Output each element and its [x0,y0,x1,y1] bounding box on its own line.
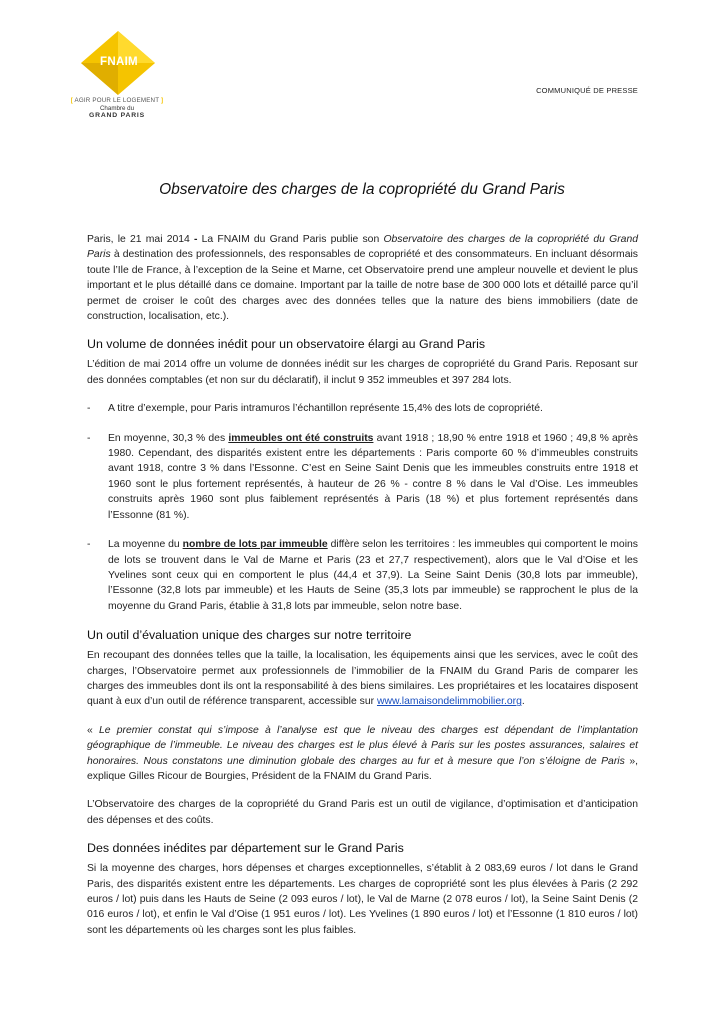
quote-close: », explique Gilles Ricour de Bourgies, Président de la FNAIM du Grand Paris. [87,755,638,782]
section2-heading: Un outil d’évaluation unique des charges sur notre territoire [87,628,412,643]
bullet2-pre: En moyenne, 30,3 % des [108,432,229,444]
intro-paragraph [87,232,638,324]
document-title: Observatoire des charges de la copropriété du Grand Paris [159,181,565,198]
logo-tagline [62,97,172,120]
intro-text2: à destination des professionnels, des responsables de copropriété et des consommateurs. En incluant désormais toute l’Ile de France, à l’exception de la Seine et Marne, cet Observatoire prend une ampleur nouvelle et devient le plus important et le plus détaillé dans ce domaine. Important par la taille de notre base de 300 000 lots et détaillé parce qu’il permet de croiser le coût des charges avec des données telles que la nature des biens immobiliers (date de construction, localisation, etc.). [87,249,638,323]
section2-para1-post: . [521,696,525,708]
tagline-bracket-close: ] [161,97,164,104]
list-item [87,537,638,614]
quote-text: Le premier constat qui s’impose à l’analyse est que le niveau des charges est dépendant de l’implantation géographique de l’immeuble. Le niveau des charges est le plus élevé à Paris sur les postes assurances, salaires et honoraires. Nous constatons une diminution globale des charges au fur et à mesure que l’on s’éloigne de Paris [87,724,638,767]
logo-brand: FNAIM [100,56,138,68]
list-item [87,431,638,523]
intro-italic: Observatoire des charges de la copropriété du Grand Paris [87,234,639,261]
bullet3-pre: La moyenne du [108,539,183,551]
intro-text1: La FNAIM du Grand Paris publie son [201,234,384,245]
tagline-bracket-open: [ [70,97,73,104]
section2-paragraph [87,648,638,710]
intro-lead: Paris, le 21 mai 2014 [87,234,190,245]
bullet1-text: A titre d’exemple, pour Paris intramuros l’échantillon représente 15,4% des lots de copropriété. [108,403,543,415]
bullet2-emphasis: immeubles ont été construits [228,432,374,444]
section1-bullet-list [87,401,638,614]
logo-line3: GRAND PARIS [89,112,145,119]
logo-line2: Chambre du [99,104,135,112]
tagline-text: AGIR POUR LE LOGEMENT [74,97,160,104]
section3-paragraph: Si la moyenne des charges, hors dépenses et charges exceptionnelles, s’établit à 2 083,69 euros / lot dans le Grand Paris, des disparités existent entre les départements. Les charges de copropriété sont les plus élevées à Paris (2 292 euros / lot) puis dans les Hauts de Seine (2 093 euros / lot), le Val de Marne (2 078 euros / lot), la Seine Saint Denis (2 016 euros / lot), et enfin le Val d’Oise (1 951 euros / lot). Les Yvelines (1 890 euros / lot) et l’Essonne (1 810 euros / lot) sont les départements où les charges sont les plus faibles. [87,863,638,936]
section1-paragraph: L’édition de mai 2014 offre un volume de données inédit sur les charges de copropriété du Grand Paris. Reposant sur des données comptables (et non sur du déclaratif), il inclut 9 352 immeubles et 397 284 lots. [87,359,638,386]
quote-open: « [87,724,99,736]
bullet-dash: - [87,432,91,444]
section2-para1-pre: En recoupant des données telles que la taille, la localisation, les équipements ainsi que les services, avec le coût des charges, l’Observatoire permet aux professionnels de l’immobilier de la FNAIM du Grand Paris de comparer les charges des immeubles dont ils ont la responsabilité à des biens similaires. Les propriétaires et les locataires disposent quant à eux d’un outil de référence transparent, accessible sur [87,650,638,708]
fnaim-logo [62,30,172,125]
bullet2-post: avant 1918 ; 18,90 % entre 1918 et 1960 ; 49,8 % après 1980. Cependant, des disparités existent entre les départements : Paris comporte 60 % d’immeubles construits avant 1918, contre 3 % dans l’Essonne. C’est en Seine Saint Denis que les immeubles construits entre 1918 et 1960 sont le plus fortement représentés, à hauteur de 26 % - contre 8 % dans le Val d’Oise. Les immeubles construits après 1960 sont plus faiblement représentés à Paris (18 %) et plus fortement représentés dans l’Essonne (81 %). [108,432,638,521]
bullet3-emphasis: nombre de lots par immeuble [182,539,328,551]
bullet3-post: diffère selon les territoires : les immeubles qui comportent le moins de lots se trouvent dans le Val de Marne et Paris (23 et 27,7 respectivement), alors que le Val d’Oise et les Yvelines sont ceux qui en comportent le plus (44,4 et 37,9). La Seine Saint Denis (30,8 lots par immeuble), l’Essonne (32,8 lots par immeuble) et les Hauts de Seine (35,3 lots par immeuble) se rapprochent le plus de la moyenne du Grand Paris, établie à 31,8 lots par immeuble, selon notre base. [108,539,638,612]
bullet-dash: - [87,403,91,415]
section3-heading: Des données inédites par département sur le Grand Paris [87,841,404,856]
document-body [87,232,638,951]
press-release-label: COMMUNIQUÉ DE PRESSE [536,86,638,95]
intro-dash: - [189,234,202,245]
list-item [87,401,638,416]
bullet-dash: - [87,539,91,551]
section1-heading: Un volume de données inédit pour un observatoire élargi au Grand Paris [87,337,486,352]
website-link[interactable]: www.lamaisondelimmobilier.org [376,696,522,708]
quote-paragraph [87,723,638,785]
section2-closing-paragraph: L’Observatoire des charges de la copropriété du Grand Paris est un outil de vigilance, d’optimisation et d’anticipation des dépenses et des coûts. [87,799,638,826]
